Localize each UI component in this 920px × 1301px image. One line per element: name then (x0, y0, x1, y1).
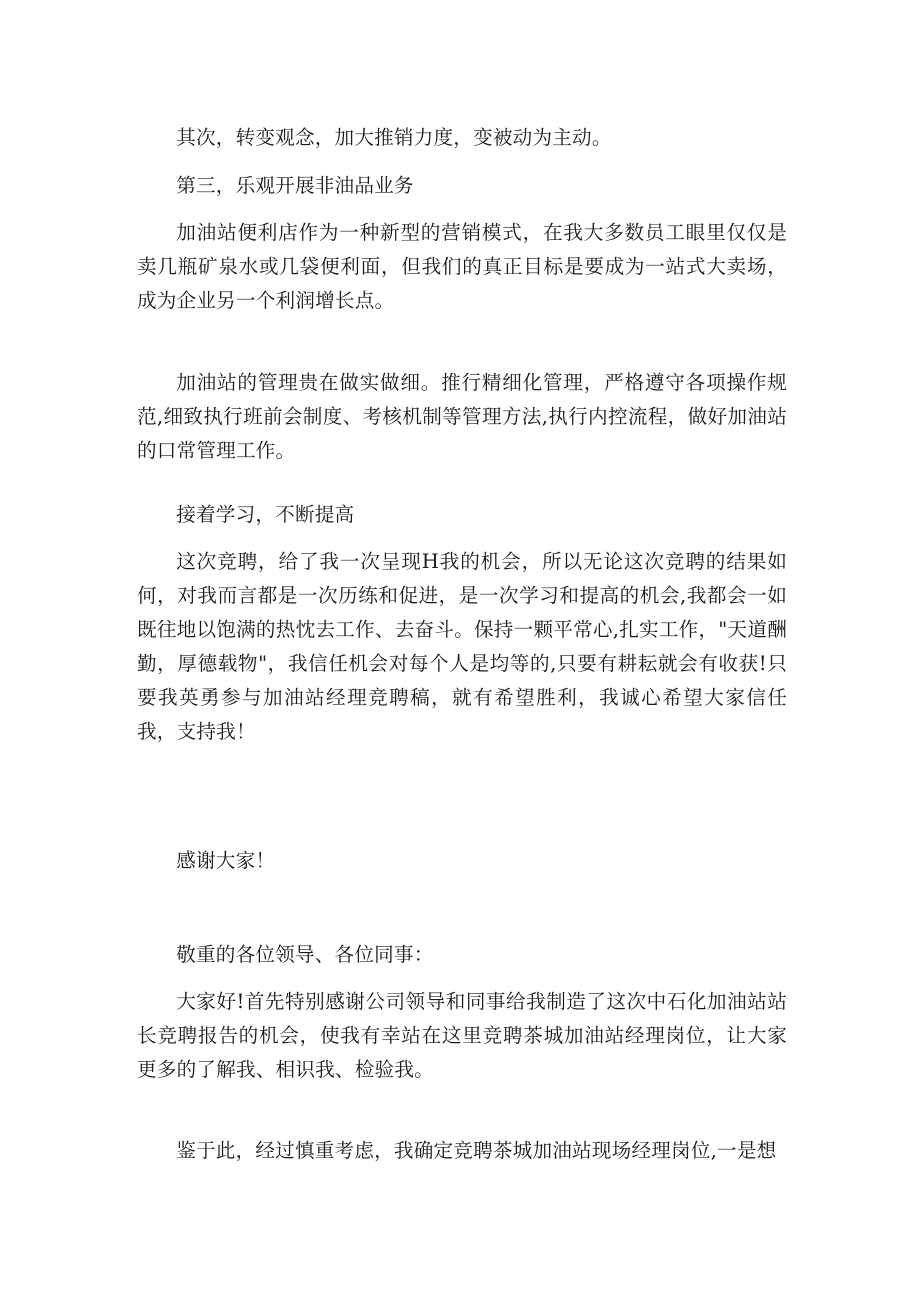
paragraph-competition-chance: 这次竞聘，给了我一次呈现H我的机会，所以无论这次竞聘的结果如何，对我而言都是一次历练和促进，是一次学习和提高的机会,我都会一如既往地以饱满的热忱去工作、去奋斗。保持一颗平常心,扎实工作，"天道酬勤，厚德载物"，我信任机会对每个人是均等的,只要有耕耘就会有收获!只要我英勇参与加油站经理竞聘稿，就有希望胜利，我诚心希望大家信任我，支持我！ (137, 550, 787, 743)
paragraph-keep-learning: 接着学习，不断提高 (176, 503, 355, 526)
paragraph-convenience-store: 加油站便利店作为一种新型的营销模式，在我大多数员工眼里仅仅是卖几瓶矿泉水或几袋便利面，但我们的真正目标是要成为一站式大卖场，成为企业另一个利润增长点。 (137, 221, 787, 312)
paragraph-third-heading: 第三，乐观开展非油品业务 (176, 174, 414, 197)
paragraph-management: 加油站的管理贵在做实做细。推行精细化管理，严格遵守各项操作规范,细致执行班前会制度、考核机制等管理方法,执行内控流程，做好加油站的口常管理工作。 (137, 371, 787, 462)
paragraph-decision: 鉴于此，经过慎重考虑，我确定竞聘茶城加油站现场经理岗位,一是想 (176, 1139, 777, 1162)
paragraph-transform-concept: 其次，转变观念，加大推销力度，变被动为主动。 (176, 126, 612, 149)
paragraph-thanks: 感谢大家！ (176, 849, 276, 872)
paragraph-salutation: 敬重的各位领导、各位同事： (176, 943, 434, 966)
paragraph-greeting: 大家好!首先特别感谢公司领导和同事给我制造了这次中石化加油站站长竞聘报告的机会，使我有幸站在这里竞聘茶城加油站经理岗位，让大家更多的了解我、相识我、检验我。 (137, 990, 787, 1081)
